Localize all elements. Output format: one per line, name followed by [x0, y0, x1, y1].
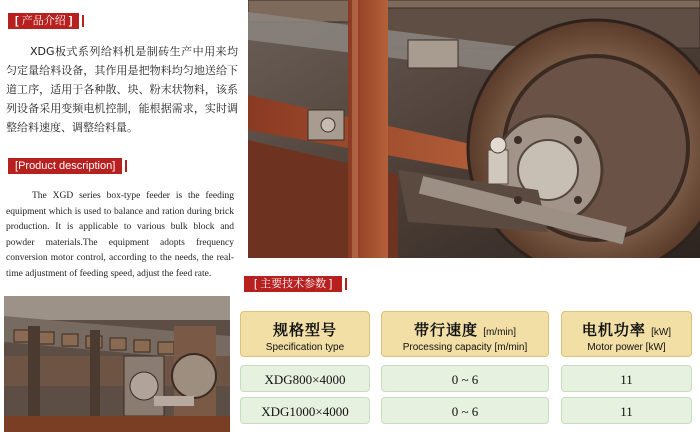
column-header-cn — [382, 319, 548, 340]
table-cell-spec-type: XDG800×4000 — [240, 365, 370, 392]
column-header-spec-type — [240, 311, 370, 357]
feeder-pulley-photo — [248, 0, 700, 258]
section-tag-product-intro — [8, 13, 79, 29]
section-tag-label: Product description — [18, 160, 113, 172]
tag-bracket: [ — [15, 160, 19, 172]
tag-bracket: ] — [329, 278, 333, 290]
tag-bracket: [ — [15, 15, 19, 27]
header-cn-label: 规格型号 — [272, 322, 337, 339]
feeder-chain-photo — [4, 296, 230, 432]
header-unit: [kW] — [651, 327, 672, 338]
section-tag-product-description — [8, 158, 122, 174]
section-tag-main-specs — [244, 276, 342, 292]
column-header-cn — [241, 319, 369, 340]
column-header-motor-power — [561, 311, 692, 357]
column-header-en: Processing capacity [m/min] — [402, 342, 528, 353]
tag-bracket: ] — [112, 160, 116, 172]
table-cell-motor-power: 11 — [561, 365, 692, 392]
table-cell-processing-capacity: 0 ~ 6 — [381, 365, 549, 392]
tag-bracket: [ — [254, 278, 258, 290]
column-header-en: Specification type — [265, 342, 345, 353]
header-cn-label: 电机功率 — [581, 322, 646, 339]
product-description-text-en: The XGD series box-type feeder is the feeding equipment which is used to balance and ration during brick production. It is applicable to various bulk block and powder materials.The equipment adopts frequency conversion motor control, according to the needs, the real-time adjustment of feeding speed, adjust the feed rate. — [6, 191, 234, 279]
column-header-en: Motor power [kW] — [587, 342, 666, 353]
column-header-cn — [562, 319, 691, 340]
table-cell-spec-type: XDG1000×4000 — [240, 397, 370, 424]
section-tag-label: 产品介绍 — [21, 15, 66, 27]
tag-bracket: ] — [68, 15, 73, 27]
column-header-processing-capacity — [381, 311, 549, 357]
product-intro-text-cn: XDG板式系列给料机是制砖生产中用来均匀定量给料设备，其作用是把物料均匀地送给下道工序，适用于各种散、块、粉末状物料，该系列设备采用变频电机控制，能根据需求，实时调整给料速度、调整给料量。 — [6, 45, 238, 134]
table-cell-processing-capacity: 0 ~ 6 — [381, 397, 549, 424]
table-cell-motor-power: 11 — [561, 397, 692, 424]
header-unit: [m/min] — [483, 327, 516, 338]
section-tag-label: 主要技术参数 — [260, 278, 327, 290]
header-cn-label: 带行速度 — [414, 322, 479, 339]
